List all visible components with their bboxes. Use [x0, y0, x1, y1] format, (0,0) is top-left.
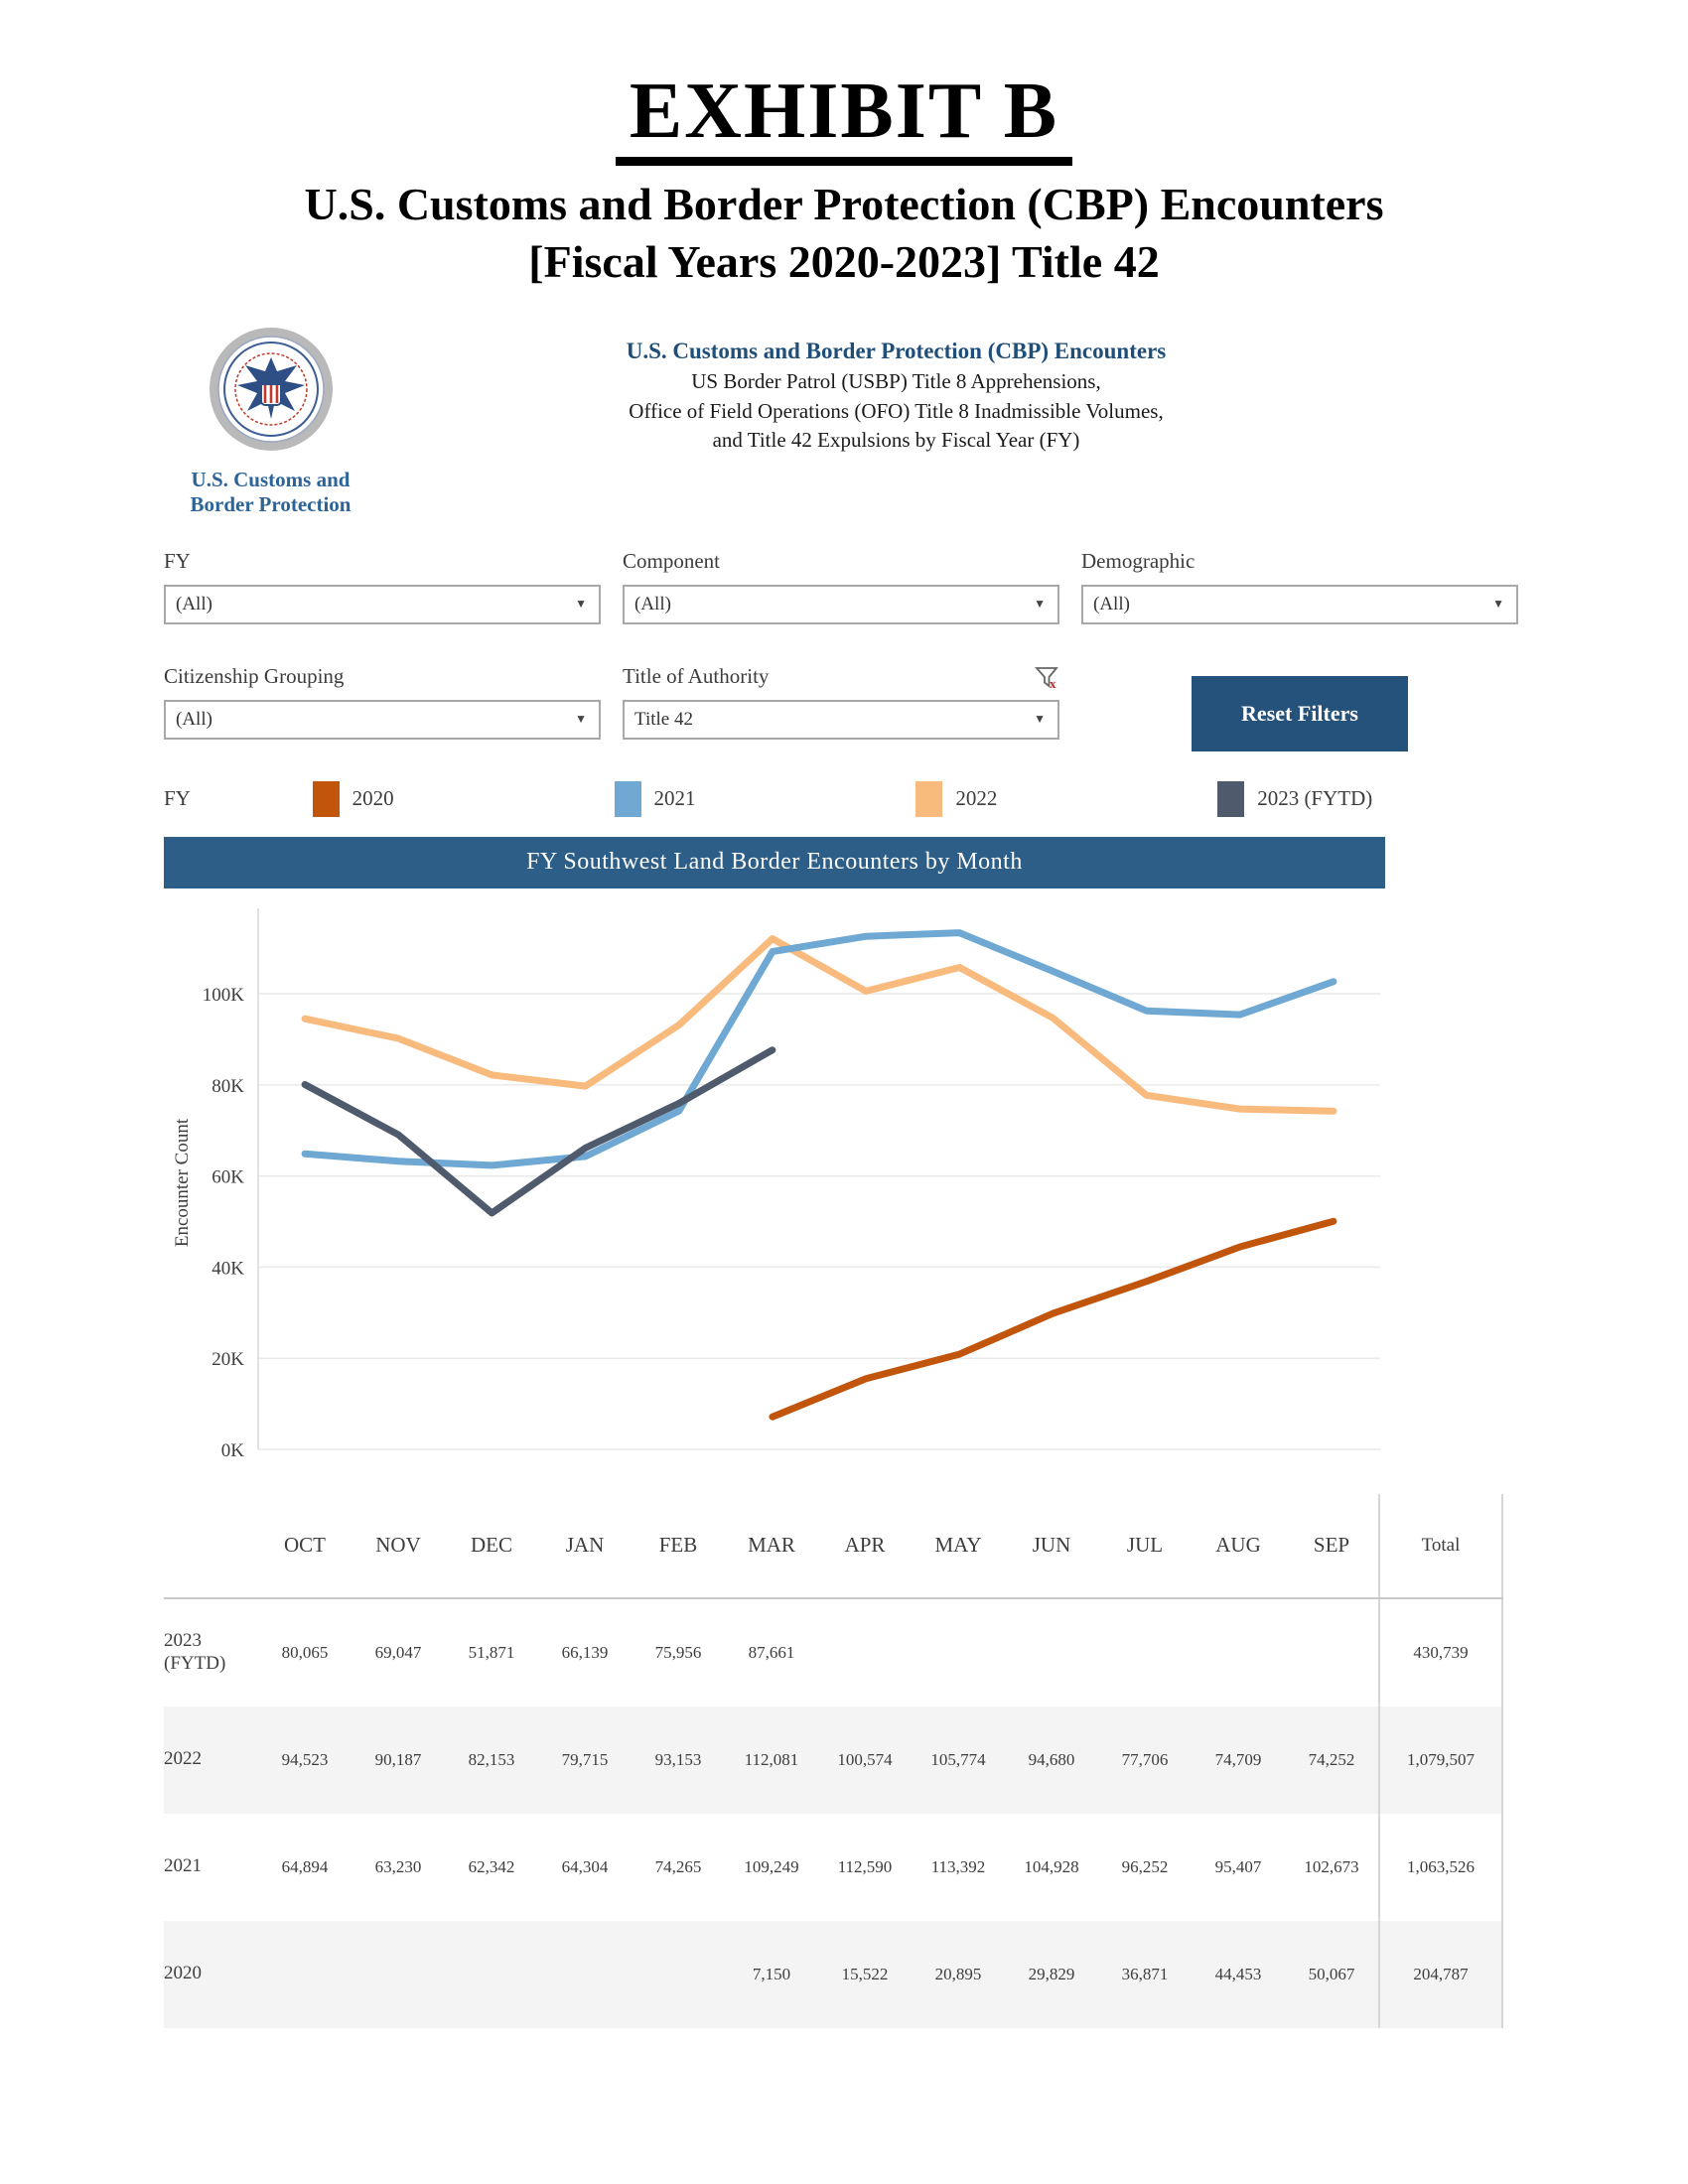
value-cell: [445, 1921, 538, 2028]
value-cell: 51,871: [468, 1642, 515, 1662]
dashboard-header-line2: US Border Patrol (USBP) Title 8 Apprehensions,: [691, 369, 1101, 394]
value-cell: 74,252: [1308, 1749, 1355, 1769]
filter-demographic: [1081, 547, 1518, 624]
value-cell: 69,047: [374, 1642, 422, 1662]
cbp-dashboard: [164, 324, 1519, 2028]
month-header-aug: AUG: [1215, 1533, 1261, 1558]
citizenship-dropdown[interactable]: [164, 700, 601, 740]
month-header-apr: APR: [844, 1533, 886, 1558]
cbp-seal-logo: [206, 324, 337, 455]
legend-fy-label: FY: [164, 786, 191, 811]
total-cell: 1,079,507: [1378, 1706, 1503, 1814]
value-cell: 36,871: [1121, 1964, 1169, 1983]
filter-component-label: Component: [623, 549, 720, 574]
value-cell: 7,150: [752, 1964, 791, 1983]
value-cell: 112,081: [744, 1749, 799, 1769]
month-header-feb: FEB: [658, 1533, 698, 1558]
value-cell: [1192, 1599, 1285, 1706]
value-cell: 95,407: [1214, 1856, 1262, 1876]
filter-component: [623, 547, 1059, 624]
table-row-2022: [164, 1706, 1503, 1814]
value-cell: 77,706: [1121, 1749, 1169, 1769]
month-header-mar: MAR: [748, 1533, 795, 1558]
demographic-dropdown[interactable]: [1081, 585, 1518, 624]
month-header-oct: OCT: [284, 1533, 326, 1558]
value-cell: [538, 1921, 632, 2028]
filter-citizenship-label: Citizenship Grouping: [164, 664, 345, 689]
svg-text:x: x: [1050, 675, 1056, 690]
chevron-down-icon: ▼: [575, 597, 587, 612]
legend-swatch: [915, 781, 942, 817]
dashboard-header-line4: and Title 42 Expulsions by Fiscal Year (FY): [712, 427, 1080, 452]
value-cell: [1098, 1599, 1192, 1706]
document-subtitle-line1: U.S. Customs and Border Protection (CBP) Encounters: [304, 179, 1384, 229]
value-cell: [1285, 1599, 1378, 1706]
month-header-nov: NOV: [375, 1533, 421, 1558]
y-tick-label: 60K: [211, 1166, 244, 1188]
legend-swatch: [615, 781, 641, 817]
total-header: Total: [1378, 1494, 1503, 1597]
chevron-down-icon: ▼: [1034, 712, 1046, 727]
encounters-line-chart: [164, 888, 1385, 1494]
row-label-2020: 2020: [164, 1963, 202, 1984]
legend-item-2023--fytd-[interactable]: [1217, 781, 1519, 817]
row-label-2023: 2023 (FYTD): [164, 1629, 226, 1674]
legend-swatch: [1217, 781, 1244, 817]
title-of-authority-dropdown[interactable]: [623, 700, 1059, 740]
fy-dropdown-value: (All): [176, 593, 212, 614]
total-cell: 204,787: [1378, 1921, 1503, 2028]
row-label-2021: 2021: [164, 1855, 202, 1877]
component-dropdown[interactable]: [623, 585, 1059, 624]
value-cell: [912, 1599, 1005, 1706]
value-cell: 74,709: [1214, 1749, 1262, 1769]
y-tick-label: 80K: [211, 1075, 244, 1097]
table-row-2023: [164, 1599, 1503, 1706]
value-cell: 105,774: [930, 1749, 986, 1769]
value-cell: 100,574: [837, 1749, 893, 1769]
value-cell: 15,522: [841, 1964, 889, 1983]
total-cell: 1,063,526: [1378, 1814, 1503, 1921]
value-cell: 104,928: [1024, 1856, 1079, 1876]
y-tick-label: 20K: [211, 1348, 244, 1370]
fy-dropdown[interactable]: [164, 585, 601, 624]
title-of-authority-dropdown-value: Title 42: [634, 708, 693, 730]
value-cell: 74,265: [654, 1856, 702, 1876]
y-tick-label: 40K: [211, 1257, 244, 1279]
legend-item-label: 2021: [653, 786, 696, 811]
month-header-jul: JUL: [1126, 1533, 1164, 1558]
value-cell: 94,680: [1028, 1749, 1075, 1769]
fy-legend: [164, 777, 1519, 821]
value-cell: [1005, 1599, 1098, 1706]
value-cell: 79,715: [561, 1749, 609, 1769]
filter-title-of-authority-label: Title of Authority: [623, 664, 770, 689]
table-header-row: [164, 1494, 1503, 1599]
value-cell: 102,673: [1304, 1856, 1359, 1876]
value-cell: 62,342: [468, 1856, 515, 1876]
value-cell: 20,895: [934, 1964, 982, 1983]
total-cell: 430,739: [1378, 1599, 1503, 1706]
dashboard-header-line3: Office of Field Operations (OFO) Title 8 Inadmissible Volumes,: [629, 398, 1164, 423]
legend-item-2022[interactable]: [915, 781, 1217, 817]
legend-swatch: [313, 781, 340, 817]
value-cell: 75,956: [654, 1642, 702, 1662]
value-cell: [632, 1921, 725, 2028]
chart-canvas[interactable]: [164, 888, 1385, 1489]
month-header-jan: JAN: [565, 1533, 605, 1558]
table-header-corner: [164, 1494, 258, 1597]
value-cell: 63,230: [374, 1856, 422, 1876]
filter-citizenship: [164, 662, 601, 751]
document-title-block: [0, 0, 1688, 290]
month-header-jun: JUN: [1032, 1533, 1071, 1558]
component-dropdown-value: (All): [634, 593, 671, 614]
logo-caption-line2: Border Protection: [190, 491, 352, 516]
cbp-logo-block: [164, 324, 377, 517]
series-line-2020[interactable]: [773, 1221, 1334, 1417]
encounters-table: [164, 1494, 1503, 2028]
value-cell: 64,304: [561, 1856, 609, 1876]
table-row-2020: [164, 1921, 1503, 2028]
legend-item-2020[interactable]: [313, 781, 615, 817]
value-cell: 87,661: [748, 1642, 795, 1662]
value-cell: 64,894: [281, 1856, 329, 1876]
value-cell: [258, 1921, 352, 2028]
value-cell: 93,153: [654, 1749, 702, 1769]
y-tick-label: 100K: [202, 984, 244, 1006]
document-subtitle-line2: [Fiscal Years 2020-2023] Title 42: [528, 235, 1160, 287]
month-header-dec: DEC: [471, 1533, 512, 1558]
legend-item-2021[interactable]: [615, 781, 916, 817]
value-cell: 113,392: [930, 1856, 986, 1876]
dashboard-header-line1: U.S. Customs and Border Protection (CBP) Encounters: [626, 339, 1167, 363]
filter-clear-icon[interactable]: [1034, 664, 1059, 690]
filter-fy: [164, 547, 601, 624]
legend-item-label: 2022: [955, 786, 998, 811]
value-cell: 90,187: [374, 1749, 422, 1769]
value-cell: 94,523: [281, 1749, 329, 1769]
chart-title-bar: [164, 837, 1385, 888]
value-cell: 29,829: [1028, 1964, 1075, 1983]
value-cell: [352, 1921, 445, 2028]
chart-title: FY Southwest Land Border Encounters by Month: [526, 849, 1023, 876]
value-cell: [818, 1599, 912, 1706]
value-cell: 80,065: [281, 1642, 329, 1662]
y-axis-title: Encounter Count: [172, 1118, 193, 1247]
row-label-2022: 2022: [164, 1748, 202, 1770]
value-cell: 96,252: [1121, 1856, 1169, 1876]
y-tick-label: 0K: [220, 1439, 244, 1461]
chevron-down-icon: ▼: [575, 712, 587, 727]
filter-title-of-authority: [623, 662, 1059, 751]
chevron-down-icon: ▼: [1034, 597, 1046, 612]
value-cell: 66,139: [561, 1642, 609, 1662]
filter-fy-label: FY: [164, 549, 191, 574]
legend-item-label: 2023 (FYTD): [1257, 786, 1373, 811]
logo-caption-line1: U.S. Customs and: [191, 468, 351, 491]
month-header-may: MAY: [934, 1533, 982, 1558]
value-cell: 82,153: [468, 1749, 515, 1769]
chevron-down-icon: ▼: [1492, 597, 1504, 612]
demographic-dropdown-value: (All): [1093, 593, 1130, 614]
reset-filters-button[interactable]: Reset Filters: [1192, 676, 1408, 751]
value-cell: 112,590: [837, 1856, 893, 1876]
citizenship-dropdown-value: (All): [176, 708, 212, 730]
table-row-2021: [164, 1814, 1503, 1921]
value-cell: 50,067: [1308, 1964, 1355, 1983]
value-cell: 44,453: [1214, 1964, 1262, 1983]
month-header-sep: SEP: [1313, 1533, 1350, 1558]
filter-demographic-label: Demographic: [1081, 549, 1196, 574]
exhibit-title: EXHIBIT B: [616, 69, 1072, 166]
dashboard-header-text: [377, 324, 1519, 455]
legend-item-label: 2020: [352, 786, 394, 811]
value-cell: 109,249: [744, 1856, 799, 1876]
